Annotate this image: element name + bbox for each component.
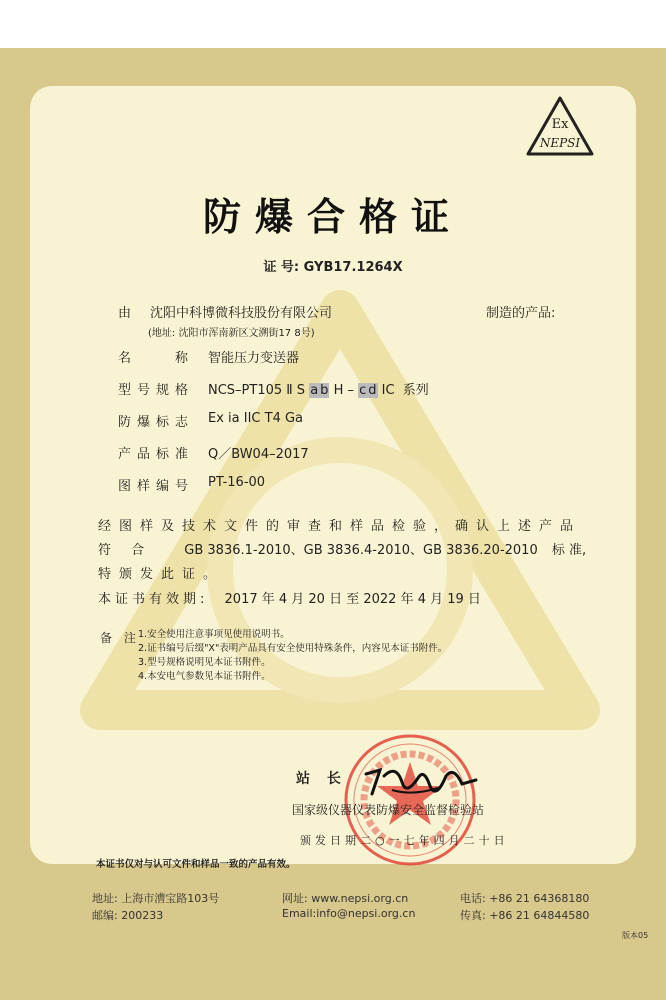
- statement-standards: GB 3836.1-2010、GB 3836.4-2010、GB 3836.20-2010: [184, 543, 538, 558]
- model-part-1: NCS–PT105 Ⅱ S: [208, 383, 310, 398]
- field-drawing-label: 图样编号: [118, 479, 195, 494]
- logo-ex-text: Ex: [551, 117, 569, 132]
- validity-note: 本证书仅对与认可文件和样品一致的产品有效。: [96, 859, 296, 870]
- model-part-d: d: [368, 383, 377, 398]
- note-item: 1.安全使用注意事项见使用说明书。: [138, 629, 290, 640]
- statement-suffix: 标 准,: [551, 543, 587, 558]
- logo-nepsi-text: NEPSI: [539, 136, 581, 150]
- maker-suffix: 制造的产品:: [486, 306, 556, 321]
- footer-postcode: 邮编: 200233: [92, 909, 164, 922]
- certificate-number: [0, 256, 666, 275]
- validity-value: 2017 年 4 月 20 日 至 2022 年 4 月 19 日: [224, 592, 481, 607]
- cert-no-label: 证 号:: [263, 260, 300, 275]
- validity-label: 本证书有效期:: [98, 592, 209, 607]
- statement-line-3: 特颁发此证。: [98, 567, 225, 582]
- certificate-title: 防爆合格证: [202, 194, 463, 239]
- form-number: 版本05: [622, 931, 649, 940]
- field-model-value: [208, 379, 429, 398]
- maker-address: (地址: 沈阳市浑南新区文溯街17 8号): [148, 328, 315, 339]
- issuing-station: 国家级仪器仪表防爆安全监督检验站: [292, 803, 485, 817]
- notes-label: 备 注: [100, 631, 140, 645]
- field-drawing-value: PT-16-00: [208, 475, 266, 490]
- note-item: 2.证书编号后缀"X"表明产品具有安全使用特殊条件，内容见本证书附件。: [138, 643, 448, 654]
- statement-line-2: [98, 539, 586, 558]
- cert-no-value: GYB17.1264X: [303, 260, 403, 275]
- maker-company: 沈阳中科博微科技股份有限公司: [150, 306, 333, 321]
- field-standard-value: Q／BW04–2017: [208, 447, 309, 462]
- statement-line-1: 经图样及技术文件的审查和样品检验，确认上述产品: [98, 519, 582, 534]
- issue-date: 颁发日期二○一七年四月二十日: [300, 834, 509, 847]
- model-part-b: b: [320, 383, 329, 398]
- field-name-value: 智能压力变送器: [208, 351, 300, 366]
- field-model-label: 型号规格: [118, 383, 195, 398]
- model-part-c: c: [359, 383, 367, 398]
- statement-prefix: 符 合: [98, 543, 153, 558]
- model-part-2: H –: [329, 383, 359, 398]
- model-part-3: IC: [377, 383, 395, 398]
- note-item: 4.本安电气参数见本证书附件。: [138, 671, 271, 682]
- field-standard-label: 产品标准: [118, 447, 195, 462]
- footer-fax: 传真: +86 21 64844580: [460, 909, 590, 922]
- note-item: 3.型号规格说明见本证书附件。: [138, 657, 271, 668]
- footer-email: Email:info@nepsi.org.cn: [282, 907, 416, 920]
- footer-address: 地址: 上海市漕宝路103号: [92, 892, 220, 905]
- footer-website: 网址: www.nepsi.org.cn: [282, 892, 409, 905]
- field-marking-label: 防爆标志: [118, 415, 195, 430]
- validity: [98, 588, 481, 607]
- nepsi-logo: [524, 94, 596, 160]
- model-part-a: a: [310, 383, 319, 398]
- chief-label: 站 长: [296, 771, 347, 787]
- model-series: 系列: [402, 383, 429, 398]
- footer-tel: 电话: +86 21 64368180: [460, 892, 590, 905]
- field-name-label: 名 称: [118, 351, 195, 366]
- field-marking-value: Ex ia IIC T4 Ga: [208, 411, 304, 426]
- maker-prefix: 由: [118, 306, 132, 321]
- notes-list: [138, 628, 447, 684]
